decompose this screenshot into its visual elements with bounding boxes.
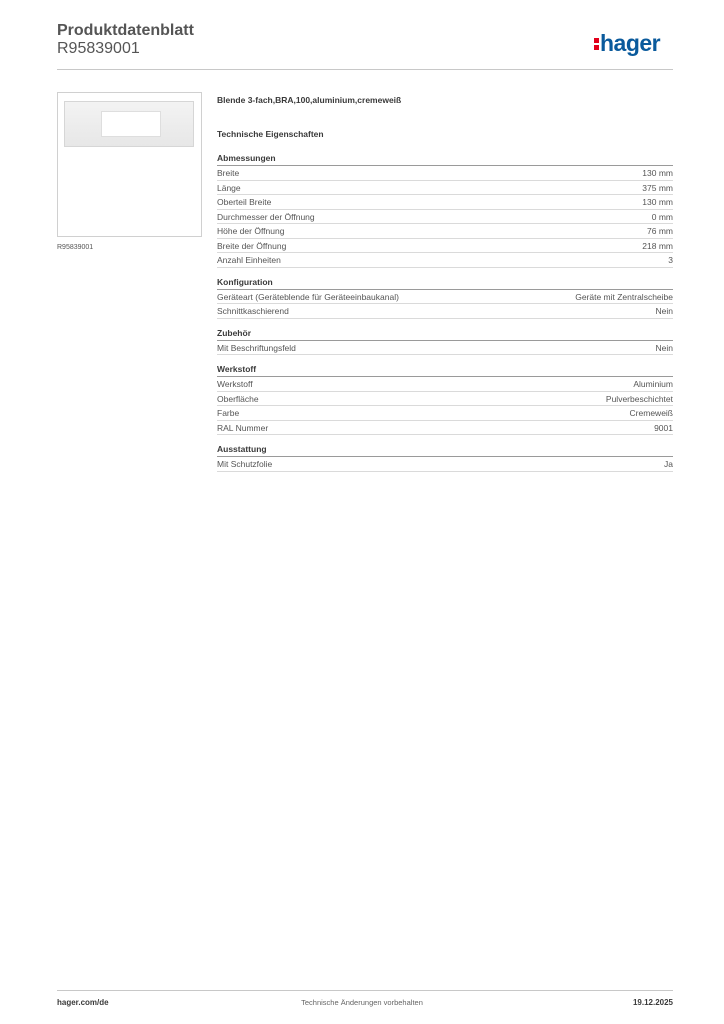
property-group — [217, 363, 673, 435]
property-row — [217, 377, 673, 392]
property-row — [217, 210, 673, 225]
group-title: Werkstoff — [217, 363, 673, 377]
property-label: Mit Beschriftungsfeld — [217, 342, 296, 353]
property-row — [217, 304, 673, 319]
property-groups — [217, 152, 673, 472]
footer-notice: Technische Änderungen vorbehalten — [301, 998, 423, 1007]
group-title: Abmessungen — [217, 152, 673, 166]
property-group — [217, 276, 673, 319]
product-number: R95839001 — [57, 40, 140, 57]
property-group — [217, 327, 673, 356]
property-row — [217, 195, 673, 210]
property-label: Mit Schutzfolie — [217, 459, 273, 469]
footer-divider — [57, 990, 673, 991]
property-row — [217, 224, 673, 239]
logo-mark-icon — [594, 35, 599, 51]
property-row — [217, 181, 673, 196]
property-row — [217, 166, 673, 181]
property-label: Breite der Öffnung — [217, 240, 287, 251]
property-value: 130 mm — [642, 197, 673, 207]
property-label: Farbe — [217, 408, 240, 418]
property-row — [217, 290, 673, 305]
property-value: Aluminium — [633, 379, 673, 389]
property-label: Durchmesser der Öffnung — [217, 211, 315, 222]
property-label: Schnittkaschierend — [217, 306, 289, 316]
section-heading: Technische Eigenschaften — [217, 129, 324, 139]
cover-plate-illustration — [64, 101, 194, 147]
property-label: RAL Nummer — [217, 422, 269, 433]
property-row — [217, 457, 673, 472]
property-value: Ja — [664, 459, 673, 469]
property-row — [217, 406, 673, 421]
footer-date: 19.12.2025 — [632, 998, 673, 1007]
property-row — [217, 253, 673, 268]
property-label: Länge — [217, 182, 241, 193]
property-value: 375 mm — [642, 182, 673, 193]
property-row — [217, 239, 673, 254]
property-value: 3 — [668, 255, 673, 265]
property-value: Nein — [655, 342, 673, 353]
group-title: Ausstattung — [217, 443, 673, 457]
property-label: Geräteart (Geräteblende für Geräteeinbaukanal) — [217, 291, 399, 302]
property-group — [217, 152, 673, 268]
header-divider — [57, 69, 673, 70]
property-row — [217, 392, 673, 407]
property-value: Pulverbeschichtet — [605, 393, 673, 404]
property-label: Breite — [217, 168, 240, 178]
group-title: Konfiguration — [217, 276, 673, 290]
cover-plate-opening — [101, 111, 161, 137]
product-name: Blende 3-fach,BRA,100,aluminium,cremeweiß — [217, 95, 402, 105]
property-group — [217, 443, 673, 472]
footer-website: hager.com/de — [57, 998, 109, 1007]
property-value: Geräte mit Zentralscheibe — [575, 291, 673, 302]
product-details — [217, 95, 673, 480]
property-value: 0 mm — [651, 211, 673, 222]
property-value: 218 mm — [642, 240, 673, 251]
property-row — [217, 421, 673, 436]
property-value: 76 mm — [647, 226, 673, 236]
product-image — [57, 92, 202, 237]
group-title: Zubehör — [217, 327, 673, 341]
product-image-caption: R95839001 — [57, 244, 94, 251]
property-label: Oberteil Breite — [217, 197, 272, 207]
property-label: Höhe der Öffnung — [217, 226, 285, 236]
property-label: Werkstoff — [217, 379, 253, 389]
property-value: Cremeweiß — [629, 408, 673, 418]
property-label: Oberfläche — [217, 393, 259, 404]
property-value: 9001 — [654, 422, 673, 433]
property-value: 130 mm — [642, 168, 673, 178]
property-label: Anzahl Einheiten — [217, 255, 281, 265]
page-title: Produktdatenblatt — [57, 22, 194, 39]
property-row — [217, 341, 673, 356]
hager-logo — [594, 30, 660, 57]
logo-text: hager — [600, 30, 661, 56]
property-value: Nein — [655, 306, 673, 316]
